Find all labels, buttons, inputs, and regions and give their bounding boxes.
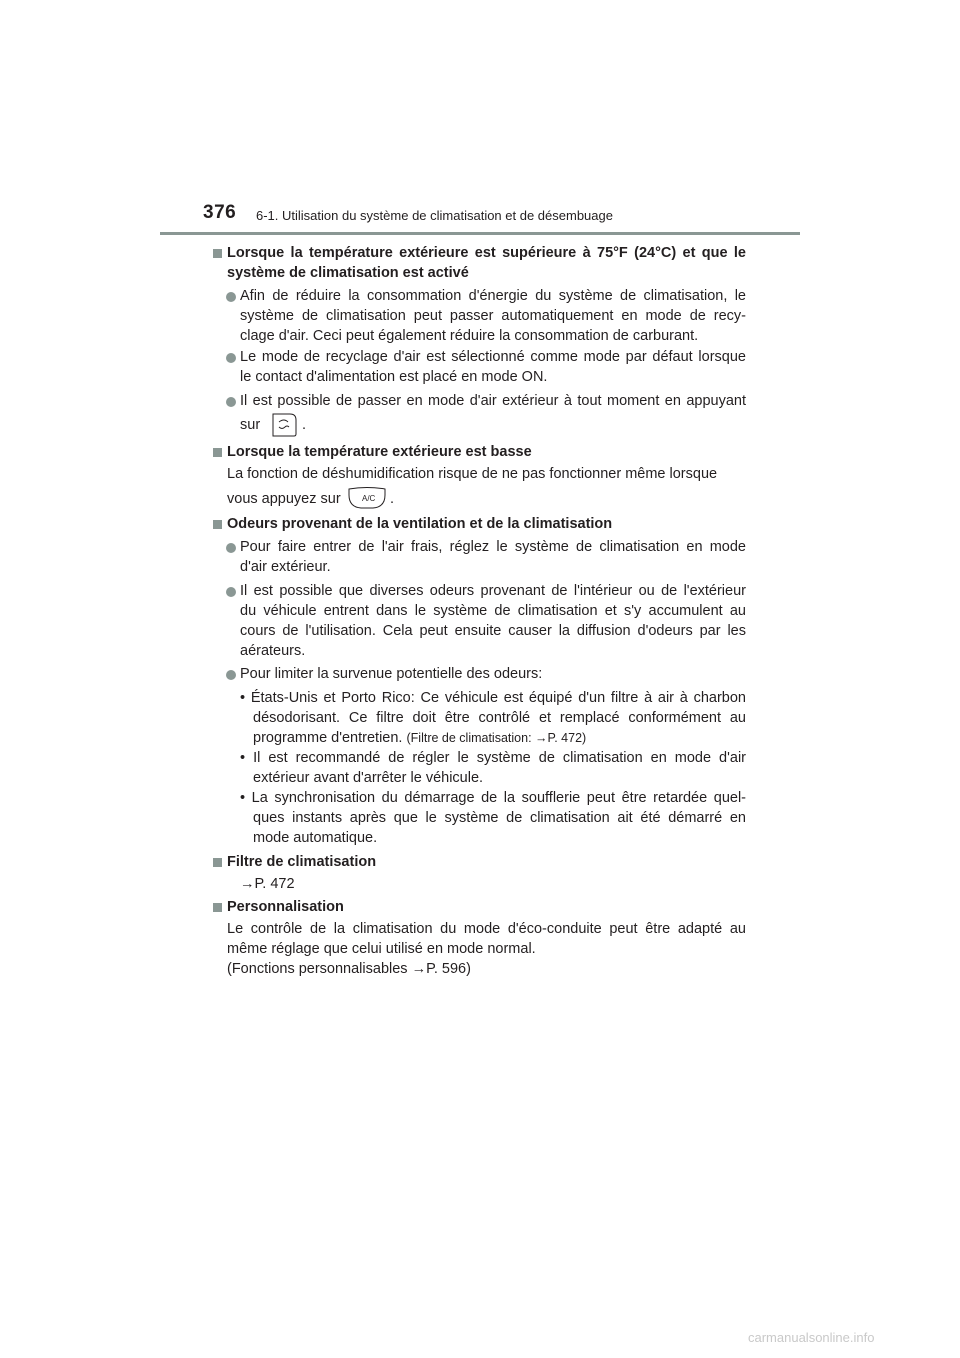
section-title: Filtre de climatisation <box>227 854 377 870</box>
paragraph-line: . <box>302 417 307 433</box>
section-title: Odeurs provenant de la ventilation et de la climatisation <box>227 516 613 532</box>
paragraph-line: du véhicule entrent dans le système de climatisation et s'y accumulent au <box>240 603 746 619</box>
cross-reference: (Filtre de climatisation: →P. 472) <box>406 731 587 745</box>
paragraph-line: le contact d'alimentation est placé en mode ON. <box>240 369 548 385</box>
chapter-title: 6-1. Utilisation du système de climatisation et de désembuage <box>256 208 613 223</box>
svg-text:A/C: A/C <box>362 494 376 503</box>
bullet <box>226 587 236 597</box>
paragraph-line: vous appuyez sur <box>227 491 341 507</box>
paragraph-line: même réglage que celui utilisé en mode normal. <box>227 941 536 957</box>
cross-reference: →P. 472 <box>240 876 295 892</box>
sub-bullet-line: désodorisant. Ce filtre doit être contrôlé et remplacé conformément au <box>253 710 746 726</box>
sub-bullet-line <box>253 728 586 748</box>
air-intake-button-icon <box>270 412 298 443</box>
sub-bullet-line: mode automatique. <box>253 830 378 846</box>
paragraph-line: aérateurs. <box>240 643 306 659</box>
sub-bullet-line: • États-Unis et Porto Rico: Ce véhicule est équipé d'un filtre à air à charbon <box>240 690 746 706</box>
paragraph-line: d'air extérieur. <box>240 559 331 575</box>
paragraph-line: Il est possible de passer en mode d'air extérieur à tout moment en appuyant <box>240 393 746 409</box>
section-marker <box>213 858 222 867</box>
sub-bullet-line: • La synchronisation du démarrage de la soufflerie peut être retardée quel- <box>240 790 746 806</box>
paragraph-line: Le mode de recyclage d'air est sélectionné comme mode par défaut lorsque <box>240 349 746 365</box>
section-marker <box>213 903 222 912</box>
bullet <box>226 353 236 363</box>
bullet <box>226 292 236 302</box>
section-marker <box>213 448 222 457</box>
paragraph-line: Il est possible que diverses odeurs provenant de l'intérieur ou de l'extérieur <box>240 583 746 599</box>
section-marker <box>213 520 222 529</box>
section-title: Lorsque la température extérieure est basse <box>227 444 532 460</box>
watermark: carmanualsonline.info <box>748 1330 875 1345</box>
paragraph-line: clage d'air. Ceci peut également réduire la consommation de carburant. <box>240 328 699 344</box>
section-title: Personnalisation <box>227 899 344 915</box>
paragraph-line: (Fonctions personnalisables →P. 596) <box>227 961 471 977</box>
paragraph-line: cours de l'utilisation. Cela peut ensuite causer la diffusion d'odeurs par les <box>240 623 746 639</box>
paragraph-line: Afin de réduire la consommation d'énergie du système de climatisation, le <box>240 288 746 304</box>
section-title: Lorsque la température extérieure est supérieure à 75°F (24°C) et que le <box>227 245 746 261</box>
ac-button-icon <box>347 485 387 516</box>
paragraph-line: La fonction de déshumidification risque de ne pas fonctionner même lorsque <box>227 466 718 482</box>
sub-bullet-text: programme d'entretien. <box>253 730 403 746</box>
sub-bullet-line: • Il est recommandé de régler le système de climatisation en mode d'air <box>240 750 746 766</box>
paragraph-line: système de climatisation peut passer automatiquement en mode de recy- <box>240 308 746 324</box>
paragraph-line: . <box>390 491 395 507</box>
header-divider <box>160 232 800 235</box>
bullet <box>226 670 236 680</box>
paragraph-line: sur <box>240 417 261 433</box>
section-title: système de climatisation est activé <box>227 265 469 281</box>
bullet <box>226 543 236 553</box>
paragraph-line: Pour faire entrer de l'air frais, réglez le système de climatisation en mode <box>240 539 746 555</box>
paragraph-line: Pour limiter la survenue potentielle des odeurs: <box>240 666 543 682</box>
section-marker <box>213 249 222 258</box>
sub-bullet-line: ques instants après que le système de climatisation ait été démarré en <box>253 810 746 826</box>
page-number: 376 <box>203 202 237 223</box>
sub-bullet-line: extérieur avant d'arrêter le véhicule. <box>253 770 484 786</box>
page-header <box>0 0 960 236</box>
bullet <box>226 397 236 407</box>
paragraph-line: Le contrôle de la climatisation du mode d'éco-conduite peut être adapté au <box>227 921 746 937</box>
